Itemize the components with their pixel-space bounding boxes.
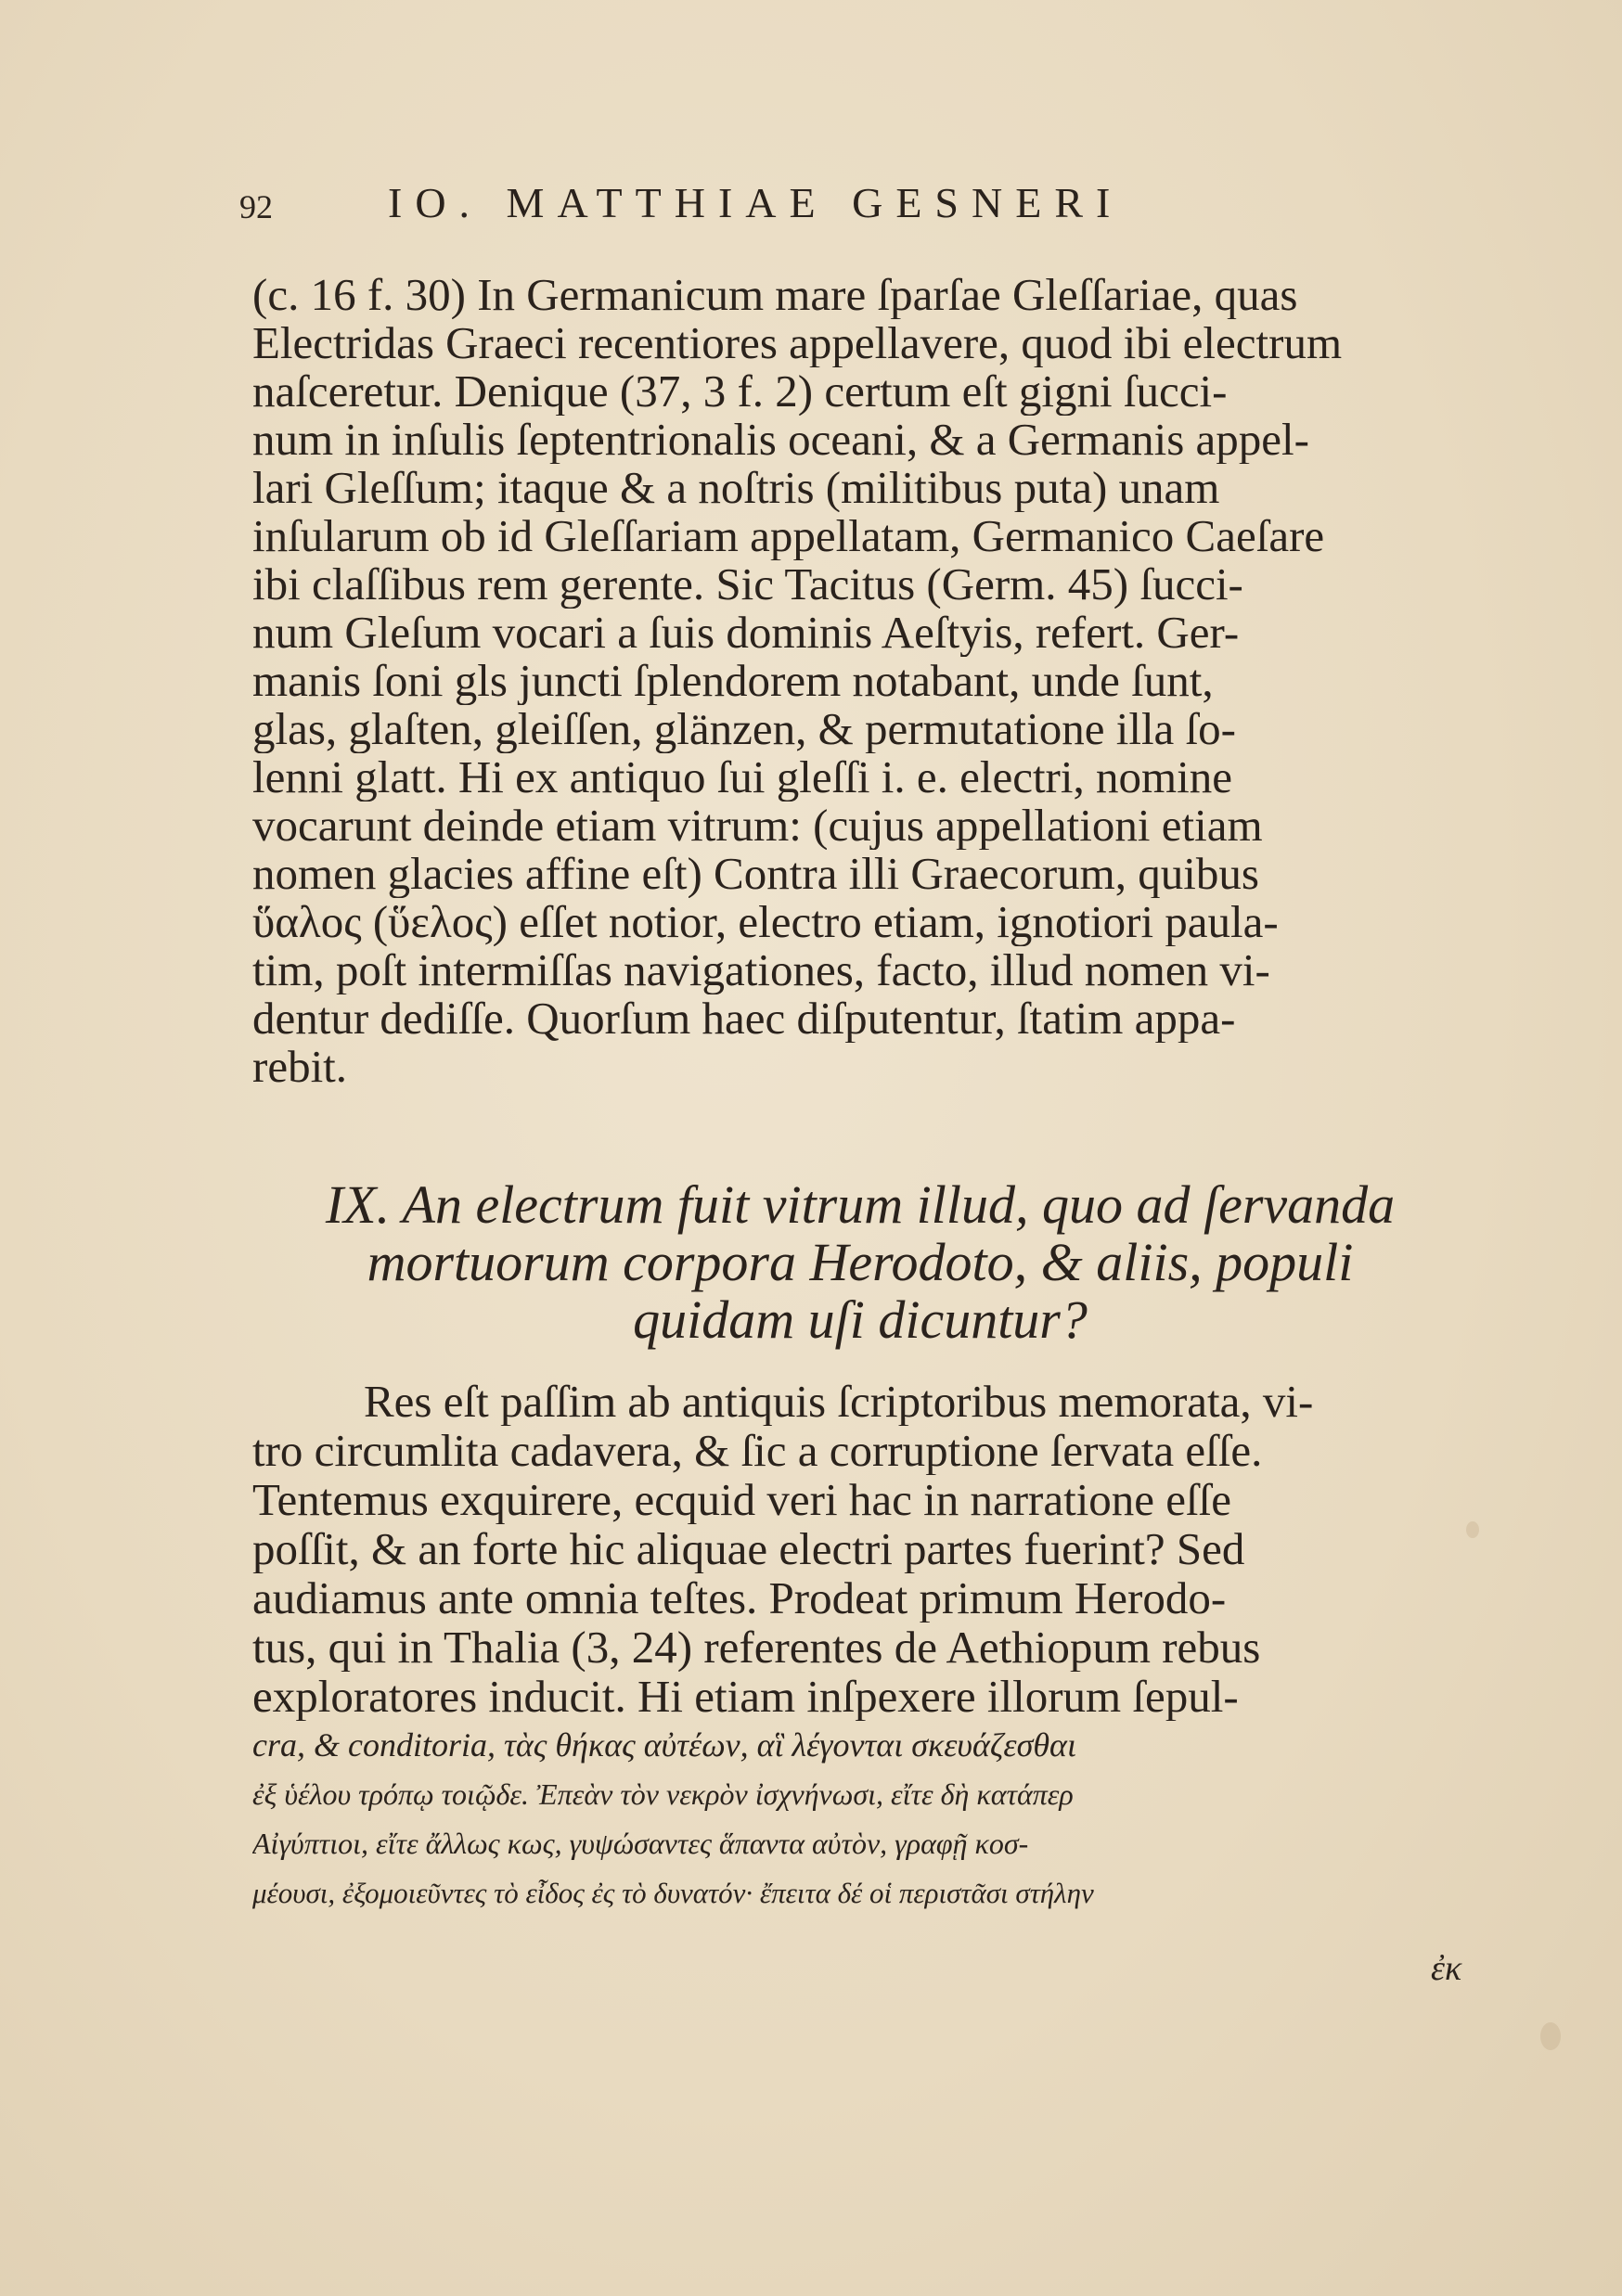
paragraph-2 xyxy=(252,1377,1468,1918)
text-line: audiamus ante omnia teſtes. Prodeat primum Herodo- xyxy=(252,1573,1227,1623)
text-line: cra, & conditoria, τὰς θήκας αὐτέων, αἳ λέγονται σκευάζεσθαι xyxy=(252,1726,1076,1764)
text-line: vocarunt deinde etiam vitrum: (cujus appellationi etiam xyxy=(252,802,1263,850)
text-line: exploratores inducit. Hi etiam inſpexere illorum ſepul- xyxy=(252,1672,1239,1721)
text-line: tus, qui in Thalia (3, 24) referentes de Aethiopum rebus xyxy=(252,1623,1261,1672)
text-line: lenni glatt. Hi ex antiquo ſui gleſſi i. e. electri, nomine xyxy=(252,753,1232,802)
page-number: 92 xyxy=(239,188,273,225)
text-line: nomen glacies affine eſt) Contra illi Graecorum, quibus xyxy=(252,850,1259,898)
paper-stain xyxy=(1466,1521,1479,1538)
text-line: μέουσι, ἐξομοιεῦντες τὸ εἶδος ἐς τὸ δυνατόν· ἔπειτα δέ οἱ περιστᾶσι στήλην xyxy=(252,1877,1094,1909)
heading-line: IX. An electrum fuit vitrum illud, quo ad ſervanda xyxy=(325,1174,1396,1235)
heading-line: quidam uſi dicuntur? xyxy=(633,1289,1088,1350)
text-line: ἐξ ὑέλου τρόπῳ τοιῷδε. Ἐπεὰν τὸν νεκρὸν ἰσχνήνωσι, εἴτε δὴ κατάπερ xyxy=(252,1777,1074,1811)
text-line: naſceretur. Denique (37, 3 f. 2) certum eſt gigni ſucci- xyxy=(252,367,1228,416)
section-heading xyxy=(252,1176,1468,1349)
text-line: dentur dediſſe. Quorſum haec diſputentur, ſtatim appa- xyxy=(252,994,1236,1043)
text-line: ὕαλος (ὕελος) eſſet notior, electro etiam, ignotiori paula- xyxy=(252,898,1279,946)
text-line: Electridas Graeci recentiores appellavere, quod ibi electrum xyxy=(252,319,1343,367)
paragraph-1 xyxy=(252,271,1468,1091)
text-line: (c. 16 f. 30) In Germanicum mare ſparſae Gleſſariae, quas xyxy=(252,271,1298,319)
text-line: ibi claſſibus rem gerente. Sic Tacitus (Germ. 45) ſucci- xyxy=(252,560,1243,609)
heading-line: mortuorum corpora Herodoto, & aliis, populi xyxy=(367,1232,1354,1292)
text-line: tro circumlita cadavera, & ſic a corruptione ſervata eſſe. xyxy=(252,1426,1263,1475)
text-line: Αἰγύπτιοι, εἴτε ἄλλως κως, γυψώσαντες ἅπαντα αὐτὸν, γραφῇ κοσ- xyxy=(252,1827,1029,1860)
text-line: num in inſulis ſeptentrionalis oceani, & a Germanis appel- xyxy=(252,416,1309,464)
text-line: manis ſoni gls juncti ſplendorem notabant, unde ſunt, xyxy=(252,657,1214,705)
text-line: Res eſt paſſim ab antiquis ſcriptoribus memorata, vi- xyxy=(364,1377,1314,1426)
text-line: Tentemus exquirere, ecquid veri hac in narratione eſſe xyxy=(252,1475,1232,1524)
running-head-author: IO. MATTHIAE GESNERI xyxy=(388,179,1124,226)
paper-stain xyxy=(1540,2022,1561,2050)
text-line: poſſit, & an forte hic aliquae electri partes fuerint? Sed xyxy=(252,1524,1245,1573)
text-line: inſularum ob id Gleſſariam appellatam, Germanico Caeſare xyxy=(252,512,1325,560)
text-line: num Gleſum vocari a ſuis dominis Aeſtyis, refert. Ger- xyxy=(252,609,1240,657)
text-line: tim, poſt intermiſſas navigationes, facto, illud nomen vi- xyxy=(252,946,1270,994)
catchword: ἐκ xyxy=(1431,1949,1462,1988)
text-line: lari Gleſſum; itaque & a noſtris (militibus puta) unam xyxy=(252,464,1220,512)
text-line: rebit. xyxy=(252,1043,348,1091)
text-line: glas, glaſten, gleiſſen, glänzen, & permutatione illa ſo- xyxy=(252,705,1236,753)
running-head xyxy=(239,174,1297,230)
